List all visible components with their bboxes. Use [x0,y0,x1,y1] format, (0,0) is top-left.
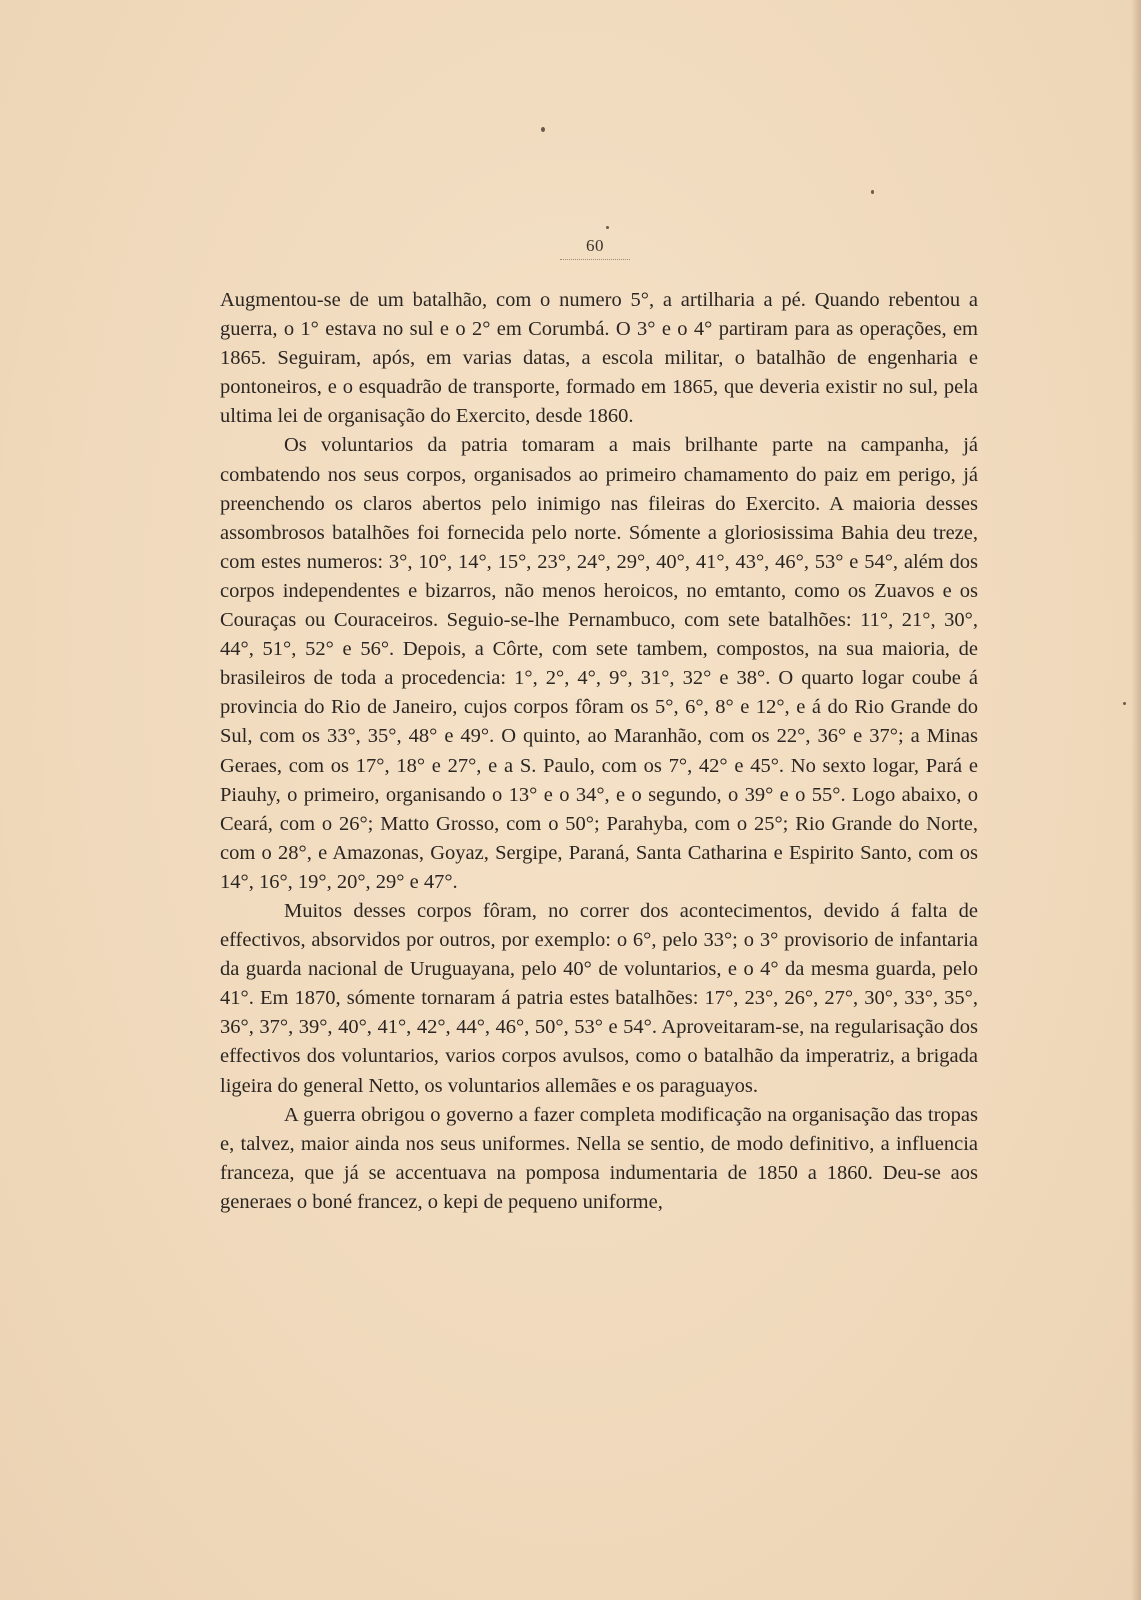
paragraph: A guerra obrigou o governo a fazer completa modificação na organisação das tropas e, talvez, maior ainda nos seus uniformes. Nella se sentio, de modo definitivo, a influencia franceza, que já se accentuava na pomposa indumentaria de 1850 a 1860. Deu-se aos generaes o boné francez, o kepi de pequeno uniforme, [220,1103,978,1213]
paragraph: Os voluntarios da patria tomaram a mais brilhante parte na campanha, já combatendo nos seus corpos, organisados ao primeiro chamamento do paiz em perigo, já preenchendo os claros abertos pelo inimigo nas fileiras do Exercito. A maioria desses assombrosos batalhões foi fornecida pelo norte. Sómente a gloriosissima Bahia deu treze, com estes numeros: 3°, 10°, 14°, 15°, 23°, 24°, 29°, 40°, 41°, 43°, 46°, 53° e 54°, além dos corpos independentes e bizarros, não menos heroicos, no emtanto, como os Zuavos e os Couraças ou Couraceiros. Seguio-se-lhe Pernambuco, com sete batalhões: 11°, 21°, 30°, 44°, 51°, 52° e 56°. Depois, a Côrte, com sete tambem, compostos, na sua maioria, de brasileiros de toda a procedencia: 1°, 2°, 4°, 9°, 31°, 32° e 38°. O quarto logar coube á provincia do Rio de Janeiro, cujos corpos fôram os 5°, 6°, 8° e 12°, e á do Rio Grande do Sul, com os 33°, 35°, 48° e 49°. O quinto, ao Maranhão, com os 22°, 36° e 37°; a Minas Geraes, com os 17°, 18° e 27°, e a S. Paulo, com os 7°, 42° e 45°. No sexto logar, Pará e Piauhy, o primeiro, organisando o 13° e o 34°, e o segundo, o 39° e o 55°. Logo abaixo, o Ceará, com o 26°; Matto Grosso, com o 50°; Parahyba, com o 25°; Rio Grande do Norte, com o 28°, e Amazonas, Goyaz, Sergipe, Paraná, Santa Catharina e Espirito Santo, com os 14°, 16°, 19°, 20°, 29° e 47°. [220,434,978,893]
paper-speck [1123,702,1126,705]
paper-speck [871,190,874,194]
page-number-underline [560,259,630,260]
body-text [220,286,978,1217]
paragraph: Augmentou-se de um batalhão, com o numero 5°, a artilharia a pé. Quando rebentou a guerra, o 1° estava no sul e o 2° em Corumbá. O 3° e o 4° partiram para as operações, em 1865. Seguiram, após, em varias datas, a escola militar, o batalhão de engenharia e pontoneiros, e o esquadrão de transporte, formado em 1865, que deveria existir no sul, pela ultima lei de organisação do Exercito, desde 1860. [220,289,978,428]
paper-speck [541,127,545,132]
page-edge-shadow [1131,0,1141,1600]
page-number: 60 [586,236,604,255]
paragraph: Muitos desses corpos fôram, no correr dos acontecimentos, devido á falta de effectivos, absorvidos por outros, por exemplo: o 6°, pelo 33°; o 3° provisorio de infantaria da guarda nacional de Uruguayana, pelo 40° de voluntarios, e o 4° da mesma guarda, pelo 41°. Em 1870, sómente tornaram á patria estes batalhões: 17°, 23°, 26°, 27°, 30°, 33°, 35°, 36°, 37°, 39°, 40°, 41°, 42°, 44°, 46°, 50°, 53° e 54°. Aproveitaram-se, na regularisação dos effectivos dos voluntarios, varios corpos avulsos, como o batalhão da imperatriz, a brigada ligeira do general Netto, os voluntarios allemães e os paraguayos. [220,899,978,1097]
paper-speck [606,226,609,229]
